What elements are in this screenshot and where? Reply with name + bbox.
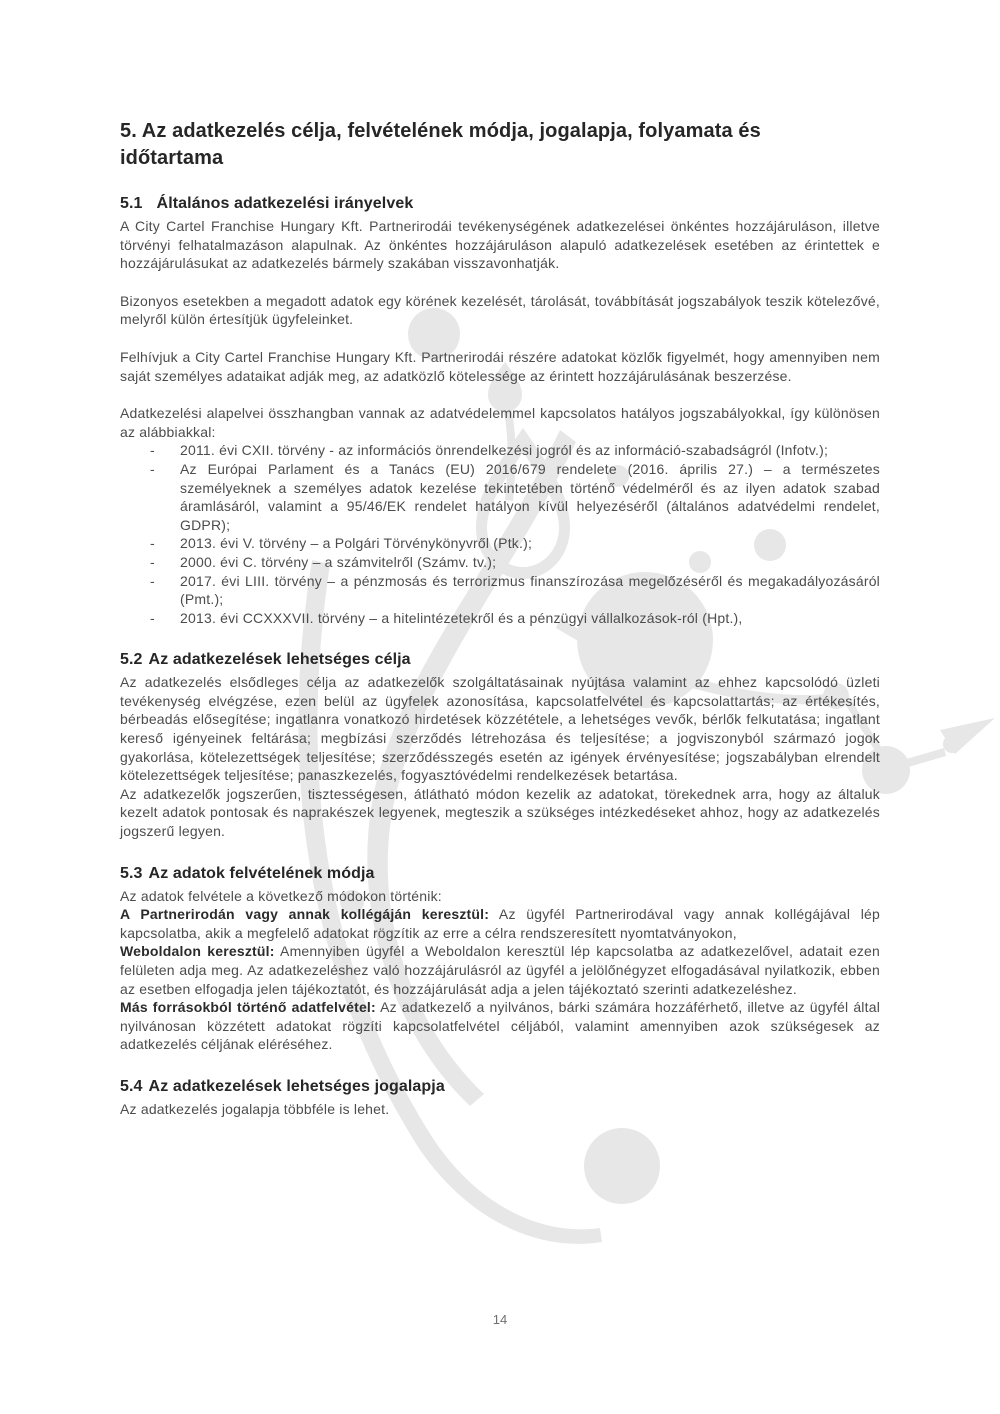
page-number: 14 [492, 1312, 508, 1327]
paragraph-method-website [120, 942, 880, 998]
bullet-marker: - [150, 553, 155, 570]
bullet-marker: - [150, 609, 155, 626]
legal-reference-item [120, 460, 880, 534]
legal-reference-text: Az Európai Parlament és a Tanács (EU) 2016/679 rendelete (2016. április 27.) – a természetes személyeknek a személyes adatok kezelése tekintetében történő védelméről és az ilyen adatok szabad áramlásáról, valamint a 95/46/EK rendelet hatályon kívül helyezéséről (általános adatvédelmi rendelet, GDPR); [180, 460, 880, 533]
paragraph-principles-1: A City Cartel Franchise Hungary Kft. Partnerirodái tevékenységének adatkezelései önkéntes hozzájáruláson, illetve törvényi felhatalmazáson alapulnak. Az önkéntes hozzájáruláson alapuló adatkezelések esetében az érintettek e hozzájárulásukat az adatkezelés bármely szakában visszavonhatják. [120, 218, 880, 272]
method-text: Az adatkezelő a nyilvános, bárki számára hozzáférhető, illetve az ügyfél által nyilvánosan közzétett adatokat rögzíti kapcsolatfelvétel céljából, valamint amennyiben azok szükségesek az adatkezelés céljának eléréséhez. [120, 999, 881, 1053]
section-number: 5.3 [120, 864, 143, 882]
paragraph-purpose-1: Az adatkezelés elsődleges célja az adatkezelők szolgáltatásainak nyújtása valamint az ehhez kapcsolódó üzleti tevékenység elvégzése, ezen belül az ügyfelek azonosítása, kapcsolatfelvétel és kapcsolattartás; az értékesítés, bérbeadás elősegítése; ingatlanra vonatkozó hirdetések közzététele, a lehetséges vevők, bérlők felkutatása; ingatlant kereső igényeinek feltárása; megbízási szerződés létrehozása és teljesítése; a jogviszonyból származó jogok gyakorlása, kötelezettségek teljesítése; szerződésszegés esetén az igények érvényesítése; jogszabályban elrendelt kötelezettségek teljesítése; panaszkezelés, fogyasztóvédelmi rendelkezések betartása. [120, 674, 880, 784]
section-title: Az adatok felvételének módja [148, 864, 375, 882]
legal-reference-text: 2013. évi CCXXXVII. törvény – a hitelintézetekről és a pénzügyi vállalkozások-ról (Hpt.), [180, 609, 743, 626]
section-heading-5-1 [120, 193, 880, 214]
legal-reference-text: 2000. évi C. törvény – a számvitelről (Számv. tv.); [180, 553, 497, 570]
paragraph-legal-basis: Az adatkezelés jogalapja többféle is lehet. [120, 1100, 390, 1117]
legal-reference-list [120, 441, 880, 627]
method-label: A Partnerirodán vagy annak kollégáján keresztül: [120, 906, 490, 923]
paragraph-principles-4: Adatkezelési alapelvei összhangban vannak az adatvédelemmel kapcsolatos hatályos jogszabályokkal, így különösen az alábbiakkal: [120, 405, 880, 440]
page-title-line-1: 5. Az adatkezelés célja, felvételének módja, jogalapja, folyamata és [120, 120, 761, 142]
section-number: 5.2 [120, 651, 143, 669]
legal-reference-item [120, 609, 880, 628]
section-number: 5.1 [120, 195, 143, 212]
method-label: Más forrásokból történő adatfelvétel: [120, 999, 376, 1016]
section-title: Az adatkezelések lehetséges jogalapja [148, 1077, 445, 1095]
section-heading-5-3 [120, 863, 880, 884]
bullet-marker: - [150, 572, 155, 589]
legal-reference-text: 2011. évi CXII. törvény - az információs önrendelkezési jogról és az információ-szabadságról (Infotv.); [180, 442, 829, 459]
method-text: Az ügyfél Partnerirodával vagy annak kollégájával lép kapcsolatba, akik a megfelelő adatokat rögzítik az erre a célra rendszeresített nyomtatványokon, [120, 906, 881, 941]
paragraph-principles-2: Bizonyos esetekben a megadott adatok egy körének kezelését, tárolását, továbbítását jogszabályok teszik kötelezővé, melyről külön értesítjük ügyfeleinket. [120, 292, 880, 328]
paragraph-method-partner-office [120, 905, 880, 942]
section-title: Általános adatkezelési irányelvek [156, 195, 414, 212]
legal-reference-item [120, 534, 880, 553]
paragraph-method-other-sources [120, 998, 880, 1054]
bullet-marker: - [150, 442, 155, 459]
page-title-line-2: időtartama [120, 147, 224, 169]
legal-reference-item [120, 572, 880, 609]
paragraph-principles-3: Felhívjuk a City Cartel Franchise Hungary Kft. Partnerirodái részére adatokat közlők figyelmét, hogy amennyiben nem saját személyes adataikat adják meg, az adatközlő kötelessége az érintett hozzájárulásának beszerzése. [120, 348, 880, 384]
legal-reference-text: 2017. évi LIII. törvény – a pénzmosás és terrorizmus finanszírozása megelőzéséről és megakadályozásáról (Pmt.); [180, 572, 880, 608]
paragraph-methods-intro: Az adatok felvétele a következő módokon történik: [120, 887, 442, 904]
section-title: Az adatkezelések lehetséges célja [148, 651, 411, 669]
page-title [120, 118, 880, 172]
bullet-marker: - [150, 535, 155, 552]
bullet-marker: - [150, 460, 155, 477]
method-text: Amennyiben ügyfél a Weboldalon keresztül lép kapcsolatba az adatkezelővel, adatait ezen felületen adja meg. Az adatkezeléshez való hozzájárulásról az ügyfél a jelölőnégyzet elfogadásával nyilatkozik, ebben az esetben elfogadja jelen tájékoztatót, és hozzájárulását adja a jelen tájékoztató szerinti adatkezeléshez. [120, 943, 880, 997]
paragraph-purpose-2: Az adatkezelők jogszerűen, tisztességesen, átlátható módon kezelik az adatokat, törekednek arra, hogy az általuk kezelt adatok pontosak és naprakészek legyenek, megteszik a szükséges intézkedéseket ahhoz, hogy az adatkezelés jogszerű legyen. [120, 785, 880, 840]
section-heading-5-4 [120, 1076, 880, 1097]
legal-reference-text: 2013. évi V. törvény – a Polgári Törvénykönyvről (Ptk.); [180, 535, 533, 552]
legal-reference-item [120, 553, 880, 572]
legal-reference-item [120, 441, 880, 460]
method-label: Weboldalon keresztül: [120, 943, 275, 960]
section-number: 5.4 [120, 1077, 143, 1095]
section-heading-5-2 [120, 649, 880, 670]
